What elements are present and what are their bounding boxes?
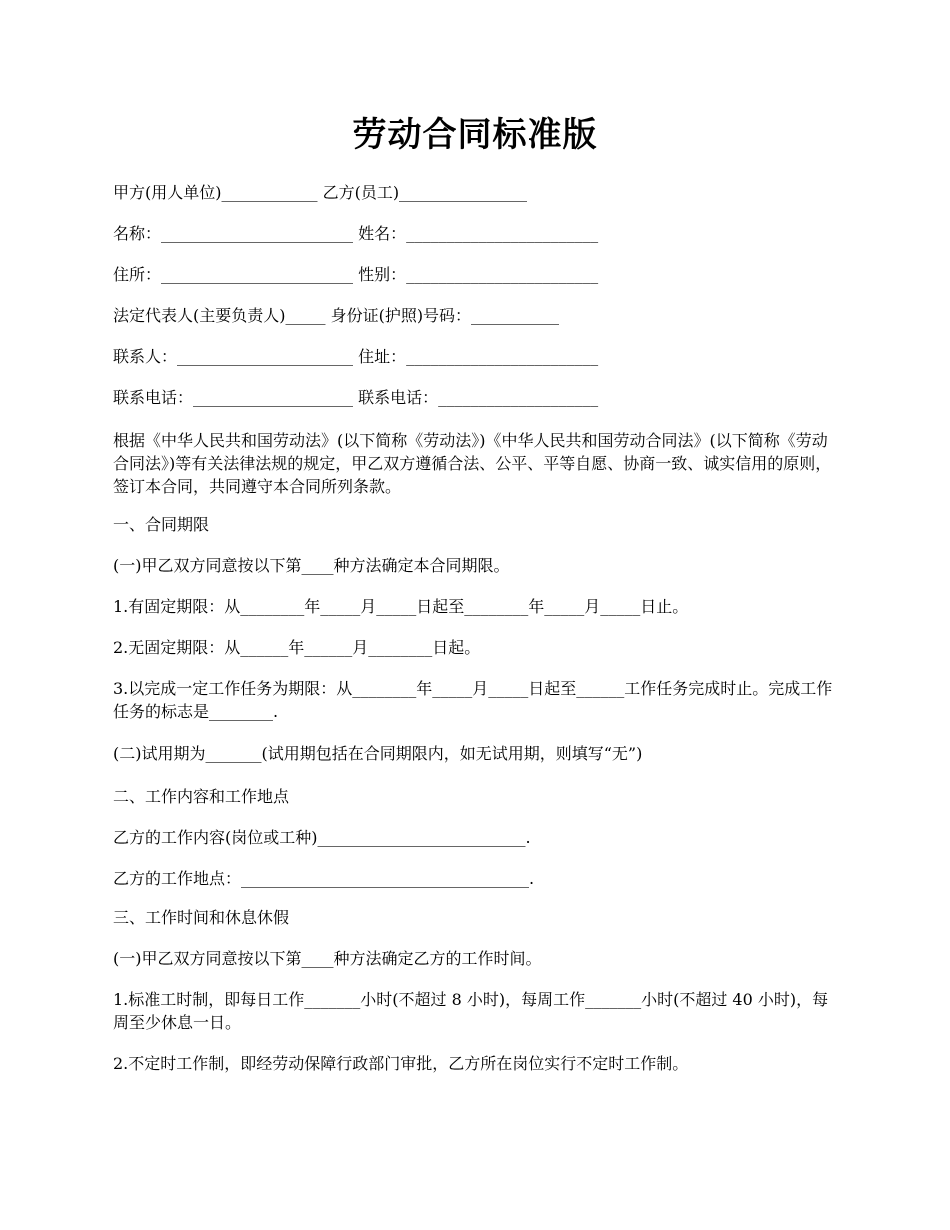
- preamble-paragraph: 根据《中华人民共和国劳动法》(以下简称《劳动法》)《中华人民共和国劳动合同法》(以下简称《劳动合同法》)等有关法律法规的规定，甲乙双方遵循合法、公平、平等自愿、协商一致、诚实信用的原则，签订本合同，共同遵守本合同所列条款。: [113, 431, 832, 496]
- open-term-paragraph: 2.无固定期限：从______年______月________日起。: [113, 638, 481, 657]
- work-location-paragraph: 乙方的工作地点：____________________________________.: [113, 869, 535, 888]
- section-heading-work-hours-rest: 三、工作时间和休息休假: [113, 908, 290, 927]
- fixed-term-paragraph: 1.有固定期限：从________年_____月_____日起至________年_____月_____日止。: [113, 597, 689, 616]
- party-line-name: 名称：________________________ 姓名：________________________: [113, 224, 599, 243]
- party-line-address-gender: 住所：________________________ 性别：________________________: [113, 265, 599, 284]
- term-method-paragraph: (一)甲乙双方同意按以下第____种方法确定本合同期限。: [113, 556, 510, 575]
- section-heading-contract-term: 一、合同期限: [113, 515, 210, 534]
- standard-hours-paragraph: 1.标准工时制，即每日工作_______小时(不超过 8 小时)，每周工作_______小时(不超过 40 小时)，每周至少休息一日。: [113, 990, 829, 1032]
- flexible-hours-paragraph: 2.不定时工作制，即经劳动保障行政部门审批，乙方所在岗位实行不定时工作制。: [113, 1054, 689, 1073]
- document-title: 劳动合同标准版: [352, 115, 598, 155]
- party-line-phone: 联系电话：____________________ 联系电话：____________________: [113, 388, 599, 407]
- party-line-legal-rep-id: 法定代表人(主要负责人)_____ 身份证(护照)号码：___________: [113, 306, 560, 325]
- party-line-employer-employee: 甲方(用人单位)____________ 乙方(员工)________________: [113, 183, 528, 202]
- probation-paragraph: (二)试用期为_______(试用期包括在合同期限内，如无试用期，则填写“无”): [113, 744, 643, 763]
- section-heading-work-content-location: 二、工作内容和工作地点: [113, 787, 290, 806]
- work-content-paragraph: 乙方的工作内容(岗位或工种)__________________________.: [113, 828, 531, 847]
- party-line-contact-address: 联系人：______________________ 住址：________________________: [113, 347, 599, 366]
- task-term-paragraph: 3.以完成一定工作任务为期限：从________年_____月_____日起至______工作任务完成时止。完成工作任务的标志是________.: [113, 679, 833, 721]
- work-hours-method-paragraph: (一)甲乙双方同意按以下第____种方法确定乙方的工作时间。: [113, 949, 542, 968]
